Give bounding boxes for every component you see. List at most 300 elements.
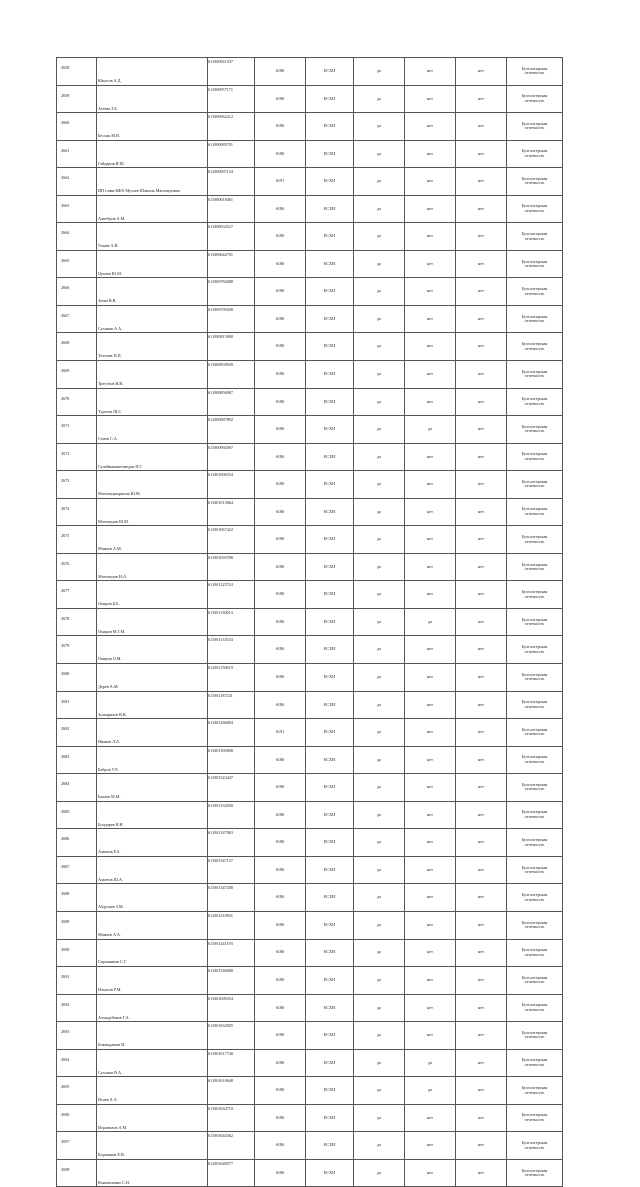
report-type-cell: [507, 691, 563, 719]
tax-regime-cell: ЕСХН: [306, 856, 354, 884]
report-type-cell: [507, 1077, 563, 1105]
inn-code-cell: 611001133534: [208, 636, 255, 664]
organization-name-cell: Гайдаров В.Ш.: [97, 140, 208, 168]
flag-value-cell: да: [354, 223, 405, 251]
tax-regime-cell: ЕСХН: [306, 774, 354, 802]
activity-code-cell: 6186: [255, 553, 306, 581]
organization-name-cell: Исаев А.А.: [97, 1077, 208, 1105]
status-a-cell: нет: [405, 1022, 456, 1050]
organization-name-cell: Турсьев Ш.С.: [97, 388, 208, 416]
report-type-line1: Бухгалтерская: [521, 230, 548, 236]
report-type-line1: Бухгалтерская: [521, 754, 548, 760]
table-row: [57, 333, 563, 361]
organization-name-cell: Юнусов А.Д.: [97, 58, 208, 86]
report-type-line2: отчетность: [524, 979, 545, 985]
status-b-cell: нет: [456, 994, 507, 1022]
inn-code-cell: 611000634527: [208, 223, 255, 251]
activity-code-cell: 6186: [255, 1132, 306, 1160]
status-b-cell: нет: [456, 1077, 507, 1105]
table-row: [57, 664, 563, 692]
status-a-cell: нет: [405, 664, 456, 692]
organization-name-cell: Сеиов С.А.: [97, 416, 208, 444]
flag-value-cell: да: [354, 608, 405, 636]
status-a-cell: нет: [405, 774, 456, 802]
report-type-cell: [507, 361, 563, 389]
activity-code-cell: 6186: [255, 608, 306, 636]
report-type-line2: отчетность: [524, 318, 545, 324]
row-number-cell: 2670: [57, 388, 97, 416]
report-type-line2: отчетность: [524, 786, 545, 792]
status-a-cell: да: [405, 1077, 456, 1105]
row-number-cell: 2682: [57, 719, 97, 747]
organization-name-cell: Мамаев А.Х.: [97, 911, 208, 939]
report-type-cell: [507, 140, 563, 168]
table-row: [57, 636, 563, 664]
report-type-cell: [507, 856, 563, 884]
row-number-cell: 2696: [57, 1104, 97, 1132]
flag-value-cell: да: [354, 388, 405, 416]
activity-code-cell: 6186: [255, 1077, 306, 1105]
report-type-line2: отчетность: [524, 125, 545, 131]
row-number-cell: 2671: [57, 416, 97, 444]
report-type-line1: Бухгалтерская: [521, 892, 548, 898]
tax-regime-cell: ЕСХН: [306, 1159, 354, 1187]
report-type-line1: Бухгалтерская: [521, 478, 548, 484]
activity-code-cell: 6186: [255, 994, 306, 1022]
row-number-cell: 2680: [57, 664, 97, 692]
tax-regime-cell: ЕСХН: [306, 1104, 354, 1132]
activity-code-cell: 6186: [255, 305, 306, 333]
table-row: [57, 801, 563, 829]
report-type-line1: Бухгалтерская: [521, 671, 548, 677]
status-a-cell: нет: [405, 195, 456, 223]
tax-regime-cell: ЕСХН: [306, 443, 354, 471]
table-row: [57, 1049, 563, 1077]
activity-code-cell: 6186: [255, 939, 306, 967]
report-type-line1: Бухгалтерская: [521, 919, 548, 925]
report-type-cell: [507, 250, 563, 278]
report-type-cell: [507, 443, 563, 471]
row-number-cell: 2693: [57, 1022, 97, 1050]
report-type-cell: [507, 664, 563, 692]
report-type-line2: отчетность: [524, 621, 545, 627]
table-row: [57, 608, 563, 636]
report-type-line2: отчетность: [524, 263, 545, 269]
report-type-line2: отчетность: [524, 703, 545, 709]
activity-code-cell: 6186: [255, 1159, 306, 1187]
report-type-cell: [507, 58, 563, 86]
table-row: [57, 250, 563, 278]
report-type-line1: Бухгалтерская: [521, 313, 548, 319]
report-type-line1: Бухгалтерская: [521, 175, 548, 181]
report-type-cell: [507, 1049, 563, 1077]
status-a-cell: да: [405, 608, 456, 636]
status-b-cell: нет: [456, 856, 507, 884]
report-type-line2: отчетность: [524, 1089, 545, 1095]
organization-name-cell: Омаров Б.Б.: [97, 581, 208, 609]
activity-code-cell: 6186: [255, 416, 306, 444]
status-b-cell: нет: [456, 85, 507, 113]
row-number-cell: 2690: [57, 939, 97, 967]
report-type-line2: отчетность: [524, 896, 545, 902]
table-row: [57, 526, 563, 554]
inn-code-cell: 611000784088: [208, 278, 255, 306]
row-number-cell: 2679: [57, 636, 97, 664]
organization-name-cell: Бондарев В.Н.: [97, 801, 208, 829]
tax-regime-cell: ЕСХН: [306, 719, 354, 747]
report-type-cell: [507, 801, 563, 829]
organization-name-cell: Ахмадубеков Г.А.: [97, 994, 208, 1022]
status-a-cell: нет: [405, 140, 456, 168]
organization-name-cell: Иванов Л.А.: [97, 719, 208, 747]
table-row: [57, 719, 563, 747]
table-row: [57, 1132, 563, 1160]
organization-name-cell: Мамаев А.М.: [97, 526, 208, 554]
inn-code-cell: 611000799438: [208, 305, 255, 333]
report-type-line1: Бухгалтерская: [521, 506, 548, 512]
report-type-line2: отчетность: [524, 97, 545, 103]
tax-regime-cell: ЕСХН: [306, 471, 354, 499]
report-type-line2: отчетность: [524, 345, 545, 351]
status-b-cell: нет: [456, 223, 507, 251]
report-type-line2: отчетность: [524, 566, 545, 572]
row-number-cell: 2666: [57, 278, 97, 306]
status-a-cell: нет: [405, 911, 456, 939]
organization-name-cell: Коноваленко С.Н.: [97, 1159, 208, 1187]
status-a-cell: нет: [405, 691, 456, 719]
flag-value-cell: да: [354, 526, 405, 554]
table-row: [57, 195, 563, 223]
inn-code-cell: 611001332030: [208, 801, 255, 829]
flag-value-cell: да: [354, 829, 405, 857]
organization-name-cell: Цукаев Ю.М.: [97, 250, 208, 278]
report-type-line2: отчетность: [524, 1061, 545, 1067]
report-type-line1: Бухгалтерская: [521, 836, 548, 842]
report-type-line1: Бухгалтерская: [521, 616, 548, 622]
report-type-cell: [507, 884, 563, 912]
inn-code-cell: 611001347438: [208, 884, 255, 912]
status-b-cell: нет: [456, 939, 507, 967]
row-number-cell: 2669: [57, 361, 97, 389]
flag-value-cell: да: [354, 471, 405, 499]
status-a-cell: нет: [405, 884, 456, 912]
inn-code-cell: 611000618461: [208, 195, 255, 223]
activity-code-cell: 6186: [255, 911, 306, 939]
status-a-cell: нет: [405, 967, 456, 995]
flag-value-cell: да: [354, 994, 405, 1022]
organization-name-cell: Бесхан М.В.: [97, 113, 208, 141]
table-row: [57, 884, 563, 912]
inn-code-cell: 611001644362: [208, 1132, 255, 1160]
organization-name-cell: Телчиев Н.П.: [97, 333, 208, 361]
report-type-line2: отчетность: [524, 731, 545, 737]
tax-regime-cell: ЕСХН: [306, 305, 354, 333]
row-number-cell: 2662: [57, 168, 97, 196]
row-number-cell: 2672: [57, 443, 97, 471]
status-a-cell: нет: [405, 168, 456, 196]
report-type-cell: [507, 581, 563, 609]
report-type-cell: [507, 774, 563, 802]
flag-value-cell: да: [354, 581, 405, 609]
activity-code-cell: 6186: [255, 884, 306, 912]
report-type-cell: [507, 195, 563, 223]
activity-code-cell: 6186: [255, 967, 306, 995]
activity-code-cell: 6186: [255, 471, 306, 499]
table-row: [57, 278, 563, 306]
report-type-line1: Бухгалтерская: [521, 533, 548, 539]
flag-value-cell: да: [354, 1022, 405, 1050]
report-type-line1: Бухгалтерская: [521, 1140, 548, 1145]
status-a-cell: нет: [405, 223, 456, 251]
report-type-line1: Бухгалтерская: [521, 286, 548, 292]
row-number-cell: 2698: [57, 1159, 97, 1187]
table-row: [57, 85, 563, 113]
flag-value-cell: да: [354, 58, 405, 86]
report-type-line1: Бухгалтерская: [521, 726, 548, 732]
flag-value-cell: да: [354, 801, 405, 829]
activity-code-cell: 6186: [255, 526, 306, 554]
flag-value-cell: да: [354, 553, 405, 581]
inn-code-cell: 611001305698: [208, 746, 255, 774]
flag-value-cell: да: [354, 636, 405, 664]
flag-value-cell: да: [354, 85, 405, 113]
row-number-cell: 2695: [57, 1077, 97, 1105]
inn-code-cell: 611001634505: [208, 1022, 255, 1050]
flag-value-cell: да: [354, 1159, 405, 1187]
status-a-cell: нет: [405, 361, 456, 389]
status-a-cell: нет: [405, 829, 456, 857]
report-type-line2: отчетность: [524, 841, 545, 847]
inn-code-cell: 611001347063: [208, 829, 255, 857]
report-type-line2: отчетность: [524, 208, 545, 213]
organization-name-cell: Магомедов Ш.М.: [97, 498, 208, 526]
table-row: [57, 746, 563, 774]
status-b-cell: нет: [456, 884, 507, 912]
activity-code-cell: 6186: [255, 636, 306, 664]
row-number-cell: 2683: [57, 746, 97, 774]
report-type-cell: [507, 636, 563, 664]
flag-value-cell: да: [354, 1049, 405, 1077]
activity-code-cell: 6186: [255, 223, 306, 251]
row-number-cell: 2668: [57, 333, 97, 361]
table-row: [57, 581, 563, 609]
flag-value-cell: да: [354, 911, 405, 939]
flag-value-cell: да: [354, 664, 405, 692]
tax-regime-cell: ЕСХН: [306, 581, 354, 609]
row-number-cell: 2659: [57, 85, 97, 113]
table-row: [57, 939, 563, 967]
report-type-line1: Бухгалтерская: [521, 203, 548, 209]
report-type-cell: [507, 85, 563, 113]
inn-code-cell: 611001546008: [208, 967, 255, 995]
inn-code-cell: 611001617740: [208, 1049, 255, 1077]
table-row: [57, 223, 563, 251]
tax-regime-cell: ЕСХН: [306, 691, 354, 719]
report-type-cell: [507, 1022, 563, 1050]
report-type-line1: Бухгалтерская: [521, 1112, 548, 1118]
tax-regime-cell: ЕСХН: [306, 1049, 354, 1077]
status-b-cell: нет: [456, 416, 507, 444]
activity-code-cell: 6186: [255, 581, 306, 609]
tax-regime-cell: ЕСХН: [306, 333, 354, 361]
tax-regime-cell: ЕСХН: [306, 278, 354, 306]
row-number-cell: 2678: [57, 608, 97, 636]
report-type-line1: Бухгалтерская: [521, 644, 548, 650]
inn-code-cell: 611001158619: [208, 664, 255, 692]
row-number-cell: 2685: [57, 801, 97, 829]
tax-regime-cell: ЕСХН: [306, 85, 354, 113]
flag-value-cell: да: [354, 746, 405, 774]
status-a-cell: нет: [405, 1159, 456, 1187]
activity-code-cell: 6186: [255, 774, 306, 802]
tax-regime-cell: ЕСХН: [306, 250, 354, 278]
report-type-line1: Бухгалтерская: [521, 974, 548, 980]
status-b-cell: нет: [456, 443, 507, 471]
status-b-cell: нет: [456, 498, 507, 526]
table-row: [57, 471, 563, 499]
status-b-cell: нет: [456, 195, 507, 223]
row-number-cell: 2674: [57, 498, 97, 526]
report-type-line1: Бухгалтерская: [521, 120, 548, 126]
report-type-line2: отчетность: [524, 455, 545, 461]
tax-regime-cell: ЕСХН: [306, 746, 354, 774]
report-type-line1: Бухгалтерская: [521, 1167, 548, 1173]
report-type-cell: [507, 471, 563, 499]
status-a-cell: нет: [405, 994, 456, 1022]
flag-value-cell: да: [354, 856, 405, 884]
status-a-cell: нет: [405, 719, 456, 747]
activity-code-cell: 6186: [255, 856, 306, 884]
inn-code-cell: 611000642701: [208, 250, 255, 278]
organization-name-cell: Омаров М.Г.М.: [97, 608, 208, 636]
activity-code-cell: 6186: [255, 113, 306, 141]
tax-regime-cell: ЕСХН: [306, 994, 354, 1022]
tax-regime-cell: ЕСХН: [306, 498, 354, 526]
inn-code-cell: 611000997134: [208, 168, 255, 196]
report-type-line1: Бухгалтерская: [521, 1002, 548, 1008]
tax-regime-cell: ЕСХН: [306, 58, 354, 86]
registry-table-body: [57, 58, 563, 1187]
tax-regime-cell: ЕСХН: [306, 1132, 354, 1160]
table-row: [57, 388, 563, 416]
report-type-cell: [507, 168, 563, 196]
organization-name-cell: Магомедшарипов Ш.М.: [97, 471, 208, 499]
tax-regime-cell: ЕСХН: [306, 140, 354, 168]
report-type-line2: отчетность: [524, 538, 545, 544]
table-row: [57, 691, 563, 719]
status-b-cell: нет: [456, 361, 507, 389]
inn-code-cell: 611001067422: [208, 526, 255, 554]
table-row: [57, 774, 563, 802]
row-number-cell: 2697: [57, 1132, 97, 1160]
inn-code-cell: 611001130013: [208, 608, 255, 636]
activity-code-cell: 6186: [255, 664, 306, 692]
organization-name-cell: ИП глава КФХ Мусаев Шамиль Магомедович: [97, 168, 208, 196]
inn-code-cell: 611000941037: [208, 58, 255, 86]
status-b-cell: нет: [456, 1104, 507, 1132]
flag-value-cell: да: [354, 305, 405, 333]
tax-regime-cell: ЕСХН: [306, 223, 354, 251]
report-type-line1: Бухгалтерская: [521, 93, 548, 99]
organization-name-cell: Сулейманмагомедов П.Г.: [97, 443, 208, 471]
inn-code-cell: 611000815068: [208, 333, 255, 361]
status-b-cell: нет: [456, 58, 507, 86]
row-number-cell: 2692: [57, 994, 97, 1022]
table-row: [57, 994, 563, 1022]
tax-regime-cell: ЕСХН: [306, 967, 354, 995]
activity-code-cell: 6186: [255, 1049, 306, 1077]
status-a-cell: нет: [405, 746, 456, 774]
report-type-line2: отчетность: [524, 400, 545, 406]
flag-value-cell: да: [354, 361, 405, 389]
report-type-line1: Бухгалтерская: [521, 1084, 548, 1090]
report-type-cell: [507, 113, 563, 141]
inn-code-cell: 611001013664: [208, 498, 255, 526]
table-row: [57, 168, 563, 196]
tax-regime-cell: ЕСХН: [306, 939, 354, 967]
organization-name-cell: Зулкарнаев В.В.: [97, 691, 208, 719]
inn-code-cell: 611000962212: [208, 113, 255, 141]
tax-regime-cell: ЕСХН: [306, 636, 354, 664]
table-row: [57, 416, 563, 444]
report-type-line1: Бухгалтерская: [521, 396, 548, 402]
flag-value-cell: да: [354, 719, 405, 747]
table-row: [57, 1077, 563, 1105]
status-b-cell: нет: [456, 911, 507, 939]
activity-code-cell: 6186: [255, 498, 306, 526]
status-a-cell: нет: [405, 85, 456, 113]
status-b-cell: нет: [456, 829, 507, 857]
inn-code-cell: 611001634710: [208, 1104, 255, 1132]
inn-code-cell: 611001441193: [208, 939, 255, 967]
report-type-line2: отчетность: [524, 152, 545, 158]
status-a-cell: нет: [405, 333, 456, 361]
registry-table: [56, 57, 563, 1187]
status-b-cell: нет: [456, 471, 507, 499]
status-b-cell: нет: [456, 140, 507, 168]
activity-code-cell: 6186: [255, 195, 306, 223]
flag-value-cell: да: [354, 333, 405, 361]
report-type-cell: [507, 608, 563, 636]
row-number-cell: 2676: [57, 553, 97, 581]
organization-name-cell: Трегубов И.В.: [97, 361, 208, 389]
row-number-cell: 2658: [57, 58, 97, 86]
inn-code-cell: 611001619648: [208, 1077, 255, 1105]
report-type-line2: отчетность: [524, 180, 545, 186]
report-type-line1: Бухгалтерская: [521, 699, 548, 705]
organization-name-cell: Бакаев М.М.: [97, 774, 208, 802]
activity-code-cell: 6186: [255, 278, 306, 306]
activity-code-cell: 6186: [255, 1022, 306, 1050]
status-a-cell: нет: [405, 1104, 456, 1132]
status-a-cell: нет: [405, 636, 456, 664]
report-type-cell: [507, 1159, 563, 1187]
tax-regime-cell: ЕСХН: [306, 829, 354, 857]
status-a-cell: нет: [405, 443, 456, 471]
flag-value-cell: да: [354, 691, 405, 719]
status-b-cell: нет: [456, 581, 507, 609]
inn-code-cell: 611000839949: [208, 361, 255, 389]
report-type-line2: отчетность: [524, 648, 545, 654]
report-type-line1: Бухгалтерская: [521, 258, 548, 264]
status-a-cell: нет: [405, 388, 456, 416]
organization-name-cell: Азаитов Р.А.: [97, 829, 208, 857]
report-type-line2: отчетность: [524, 758, 545, 764]
status-a-cell: нет: [405, 471, 456, 499]
report-type-line2: отчетность: [524, 1006, 545, 1012]
row-number-cell: 2688: [57, 884, 97, 912]
flag-value-cell: да: [354, 416, 405, 444]
